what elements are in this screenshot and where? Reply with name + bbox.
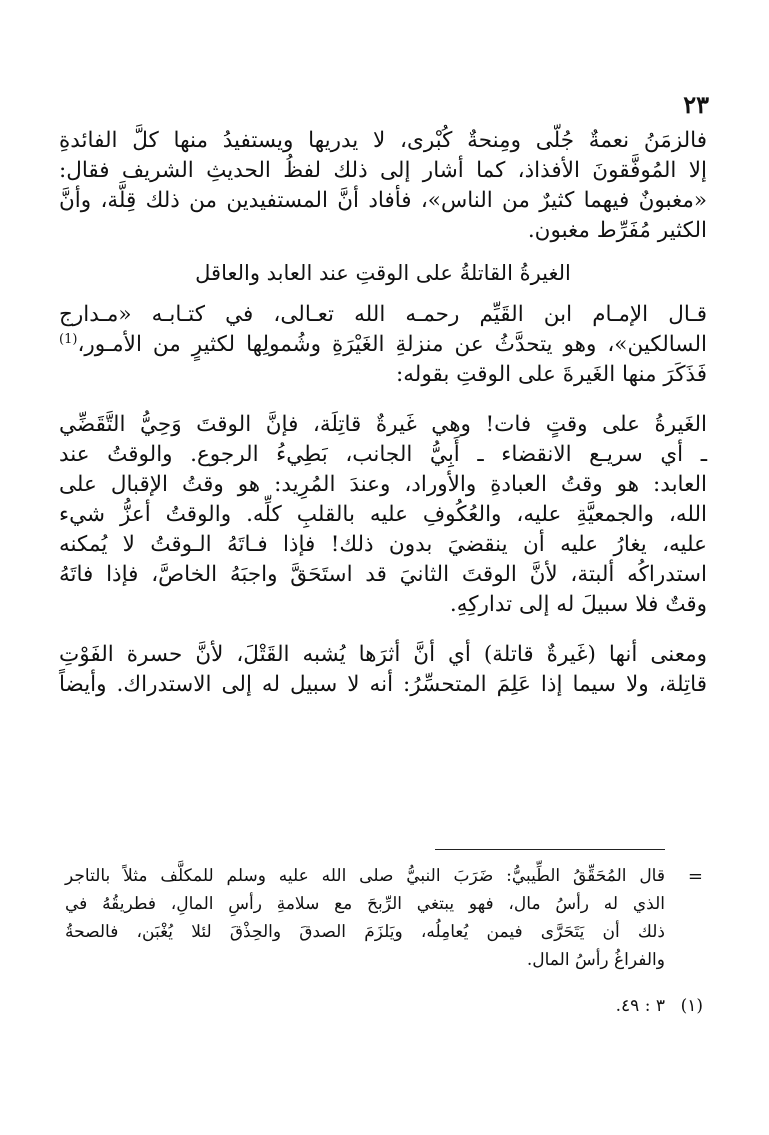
footnote-line: قال المُحَقِّقُ الطِّيبيُّ: ضَرَبَ النبيُّ صلى الله عليه وسلم للمكلَّف مثلاً بالتاجر [65,866,665,886]
paragraph-1 [59,126,707,246]
footnote-continuation-mark: = [687,866,703,887]
section-heading: الغيرةُ القاتلةُ على الوقتِ عند العابد والعاقل [195,261,571,285]
text-line [59,330,707,360]
footnote-reference [615,996,703,1016]
footnote-number: (١) [680,996,703,1016]
text-line: قـال الإمـام ابن القَيِّم رحمـه الله تعـالى، في كتـابـه «مـدارج [59,302,707,327]
footnote-ref-marker: (1) [59,331,78,347]
text-line: وقتٌ فلا سبيلَ له إلى تداركِهِ. [449,592,707,617]
footnote-divider [435,849,665,850]
text-line: فَذَكَرَ منها الغَيرةَ على الوقتِ بقوله: [396,362,707,387]
text-line: «مغبونٌ فيهما كثيرٌ من الناس»، فأفاد أنَّ المستفيدين من ذلك قِلَّة، وأنَّ [59,188,707,213]
text-line: الله، والجمعيَّةِ عليه، والعُكُوفِ عليه بالقلبِ كلِّه. والوقتُ أعزُّ شيء [59,502,707,527]
text-line: إلا المُوفَّقونَ الأفذاذ، كما أشار إلى ذلك لفظُ الحديثِ الشريف فقال: [59,158,707,183]
main-text [59,126,707,700]
text-line: عليه، يغارُ عليه أن ينقضيَ بدون ذلك! فإذا فـاتَهُ الـوقتُ لا يُمكنه [59,532,707,557]
text-line: ـ أي سريـع الانقضاء ـ أَبِيُّ الجانب، بَطِيءُ الرجوع. والوقتُ عند [59,442,707,467]
paragraph-2 [59,300,707,390]
paragraph-3 [59,640,707,700]
quotation [59,410,707,620]
text-line: ومعنى أنها (غَيرةٌ قاتلة) أي أنَّ أثرَها يُشبه القَتْلَ، لأنَّ حسرة الفَوْتِ [59,642,707,667]
text-line: قاتِلة، ولا سيما إذا عَلِمَ المتحسِّرُ: أنه لا سبيل له إلى الاستدراك. وأيضاً [59,672,707,697]
text-line: الكثير مُفَرِّط مغبون. [527,218,707,243]
text-segment: السالكين»، وهو يتحدَّثُ عن منزلةِ الغَيْرَةِ وشُمولِها لكثيرٍ من الأمـور، [77,332,707,357]
footnote-line: ذلك أن يَتَحَرَّى فيمن يُعامِلُه، ويَلزَمَ الصدقَ والحِذْقَ لئلا يُغْبَن، فالصحةُ [65,922,665,942]
page-number: ٢٣ [683,90,709,119]
footnote-line: والفراغُ رأسُ المال. [526,950,665,970]
footnote-block [65,862,665,974]
text-line: فالزمَنُ نعمةٌ جُلّى ومِنحةٌ كُبْرى، لا يدريها ويستفيدُ منها كلَّ الفائدةِ [59,128,707,153]
footnote-line: الذي له رأسُ مال، فهو يبتغي الرِّبحَ مع سلامةِ رأسِ المالِ، فطريقُهُ في [65,894,665,914]
footnote-reference-text: ٣ : ٤٩. [615,996,665,1016]
text-line: استدراكُه ألبتة، لأنَّ الوقتَ الثانيَ قد استَحَقَّ واجبَهُ الخاصَّ، فإذا فاتَهُ [59,562,707,587]
text-line: العابد: هو وقتُ العبادةِ والأوراد، وعندَ المُرِيد: هو وقتُ الإقبال على [59,472,707,497]
text-line: الغَيرةُ على وقتٍ فات! وهي غَيرةٌ قاتِلَة، فإنَّ الوقتَ وَحِيُّ التَّقَضِّي [59,412,707,437]
